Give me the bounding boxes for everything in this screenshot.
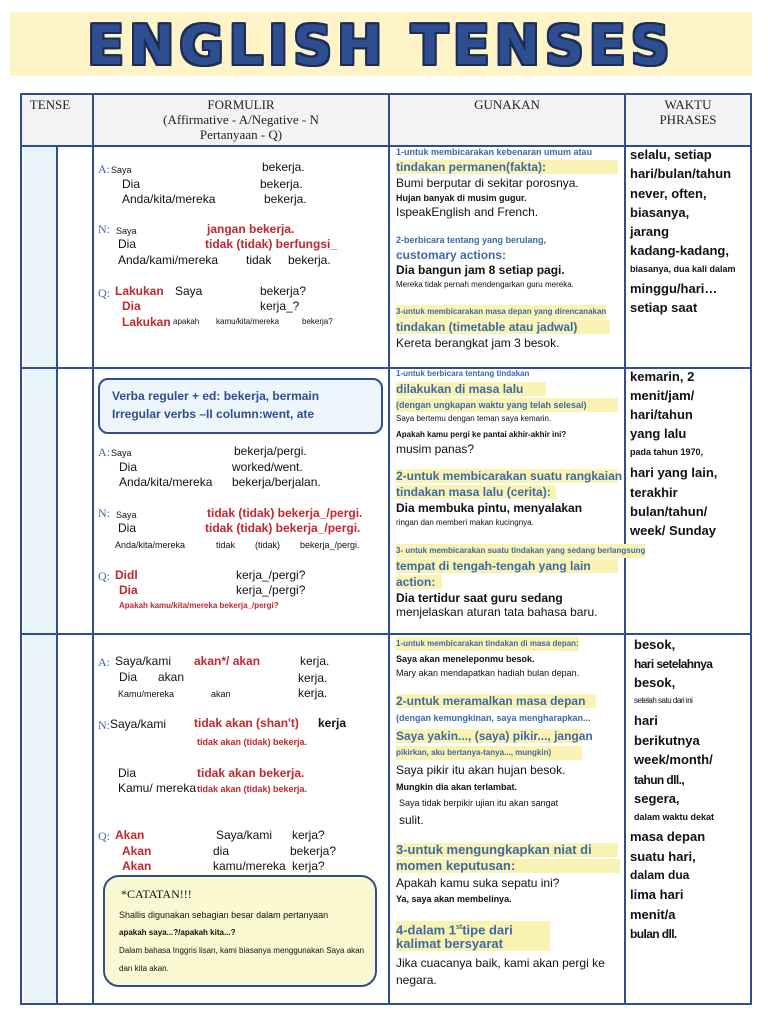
use-title: tindakan masa lalu (cerita): (396, 485, 556, 499)
time-phrase: week/ Sunday (630, 523, 716, 538)
time-phrase: berikutnya (634, 733, 700, 748)
formula-verb: kerja. (298, 671, 328, 685)
use-example: Jika cuacanya baik, kami akan pergi ke (396, 956, 605, 970)
use-example: sulit. (399, 813, 424, 827)
use-example: Bumi berputar di sekitar porosnya. (396, 176, 579, 190)
formula-subject: apakah (173, 317, 200, 326)
column-divider (56, 147, 58, 1003)
formula-subject: Dia (119, 460, 138, 474)
formula-aux: akan*/ akan (194, 654, 261, 668)
formula-aux: Dia (119, 583, 138, 597)
note-line: dan kita akan. (119, 964, 169, 973)
use-example: Dia membuka pintu, menyalakan (396, 501, 583, 515)
formula-verb: kerja (318, 716, 347, 730)
page-title: ENGLISH TENSES (87, 14, 675, 77)
formula-subject: Kamu/mereka (118, 689, 175, 699)
affirmative-label: A: (98, 655, 110, 669)
time-phrase: menit/a (630, 907, 676, 922)
formula-verb: tidak akan bekerja. (197, 766, 305, 780)
header-formulir-line: Pertanyaan - Q) (199, 127, 283, 142)
formula-verb: bekerja. (260, 177, 303, 191)
formula-aux: Lakukan (115, 284, 164, 298)
formula-subject: kamu/mereka (213, 859, 286, 873)
use-example: Dia bangun jam 8 setiap pagi. (396, 263, 565, 277)
use-example: Ya, saya akan membelinya. (396, 894, 512, 904)
time-phrase: jarang (630, 224, 670, 239)
formula-verb: bekerja/pergi. (234, 444, 307, 458)
time-phrase: tahun dll., (634, 773, 685, 787)
formula-subject: Anda/kita/mereka (119, 475, 213, 489)
use-title: customary actions: (396, 248, 507, 262)
time-phrase: yang lalu (630, 426, 687, 441)
formula-aux: tidak akan (shan't) (194, 716, 299, 730)
negative-label: N: (98, 718, 110, 732)
formula-neg: tidak (246, 253, 272, 267)
formula-verb: bekerja_/pergi. (300, 540, 360, 550)
use-example: Mereka tidak pernah mendengarkan guru mereka. (396, 280, 574, 289)
formula-subject: Saya/kami (115, 654, 172, 668)
formula-verb: kerja_/pergi? (236, 583, 306, 597)
use-title: 2-untuk meramalkan masa depan (396, 694, 596, 708)
formula-verb: bekerja? (302, 317, 333, 326)
note-title: *CATATAN!!! (121, 887, 192, 901)
formula-verb: kerja. (298, 686, 328, 700)
formula-verb: bekerja. (262, 160, 305, 174)
header-formulir-line: FORMULIR (207, 97, 275, 112)
formula-subject: Dia (119, 670, 138, 684)
column-divider (388, 95, 390, 1003)
use-title: momen keputusan: (396, 859, 620, 873)
use-title: tempat di tengah-tengah yang lain (396, 559, 618, 573)
use-example: Saya akan meneleponmu besok. (396, 654, 535, 664)
formula-aux: Didl (115, 568, 138, 582)
header-waktu (626, 97, 750, 127)
formula-subject: Saya (116, 510, 137, 520)
use-heading: 1-untuk berbicara tentang tindakan (396, 369, 530, 378)
question-label: Q: (98, 286, 110, 300)
time-phrase: week/month/ (634, 752, 713, 767)
use-title: action: (396, 575, 442, 589)
use-heading: 1-untuk membicarakan tindakan di masa depan: (396, 637, 579, 651)
formula-subject: Saya (111, 165, 132, 175)
note-line: apakah saya...?/apakah kita...? (119, 928, 236, 937)
time-phrase: hari yang lain, (630, 465, 718, 480)
formula-neg: (tidak) (255, 540, 281, 550)
use-example: Apakah kamu suka sepatu ini? (396, 876, 560, 890)
time-phrase: biasanya, (630, 205, 690, 220)
use-heading: 3-untuk membicarakan masa depan yang direncanakan (396, 305, 606, 319)
formula-verb: worked/went. (232, 460, 303, 474)
use-example: Mary akan mendapatkan hadiah bulan depan. (396, 668, 580, 678)
use-example: Dia tertidur saat guru sedang (396, 591, 563, 605)
time-phrase: besok, (634, 675, 676, 690)
formula-verb: tidak (tidak) bekerja_/pergi. (205, 521, 361, 535)
formula-subject: Saya (175, 284, 203, 298)
note-box (103, 875, 377, 987)
formula-verb: bekerja. (264, 192, 307, 206)
formula-verb: bekerja. (288, 253, 331, 267)
formula-verb: kerja_? (260, 299, 300, 313)
affirmative-label: A: (98, 162, 110, 176)
question-label: Q: (98, 829, 110, 843)
formula-question: Apakah kamu/kita/mereka bekerja_/pergi? (119, 601, 279, 610)
formula-subject: Saya (111, 448, 132, 458)
formula-subject: Dia (122, 177, 141, 191)
time-phrase: dalam dua (630, 868, 690, 882)
column-divider (92, 95, 94, 1003)
rule-line: Irregular verbs –II column:went, ate (112, 407, 315, 421)
time-phrase: kemarin, 2 (630, 369, 695, 384)
formula-verb: bekerja? (290, 844, 337, 858)
formula-verb: bekerja/berjalan. (232, 475, 321, 489)
formula-subject: Anda/kita/mereka (122, 192, 216, 206)
use-heading: 3- untuk membicarakan suatu tindakan yang sedang berlangsung (396, 544, 645, 558)
use-example: Hujan banyak di musim gugur. (396, 193, 527, 203)
time-phrase: hari setelahnya (634, 657, 713, 671)
time-phrase: hari/tahun (630, 407, 693, 422)
formula-verb: kerja_/pergi? (236, 568, 306, 582)
formula-subject: Dia (118, 766, 137, 780)
formula-negative: tidak akan (tidak) bekerja. (197, 737, 308, 747)
time-phrase: never, often, (630, 186, 707, 201)
header-waktu-line: WAKTU (664, 97, 712, 112)
time-phrase: menit/jam/ (630, 388, 695, 403)
formula-aux: akan (158, 670, 185, 684)
formula-subject: kamu/kita/mereka (216, 317, 280, 326)
use-title: kalimat bersyarat (396, 937, 550, 951)
time-phrase: terakhir (630, 485, 678, 500)
time-phrase: besok, (634, 637, 676, 652)
formula-aux: Lakukan (122, 315, 171, 329)
use-subtitle: (dengan kemungkinan, saya mengharapkan... (396, 713, 591, 723)
formula-verb: jangan bekerja. (207, 222, 295, 236)
formula-aux: akan (211, 689, 231, 699)
formula-subject: Saya/kami (216, 828, 273, 842)
formula-subject: Dia (118, 237, 137, 251)
time-phrase: masa depan (630, 829, 706, 844)
header-tense: TENSE (29, 97, 71, 112)
time-phrase: setiap saat (630, 300, 698, 315)
formula-subject: Saya (116, 226, 137, 236)
rule-line: Verba reguler + ed: bekerja, bermain (112, 389, 320, 403)
header-formulir-line: (Affirmative - A/Negative - N (163, 112, 319, 127)
use-heading: 2-berbicara tentang yang berulang, (396, 235, 547, 245)
formula-verb: tidak (tidak) berfungsi_ (205, 237, 338, 251)
time-phrase: hari (634, 713, 658, 728)
formula-aux: Akan (115, 828, 145, 842)
time-phrase: lima hari (630, 887, 684, 902)
formula-aux: Akan (122, 859, 152, 873)
formula-verb: kerja? (292, 859, 325, 873)
time-phrase: selalu, setiap (630, 147, 712, 162)
note-line: Dalam bahasa Inggris lisan, kami biasanya menggunakan Saya akan (119, 946, 365, 955)
affirmative-label: A: (98, 445, 110, 459)
use-example: Saya yakin..., (saya) pikir..., jangan (396, 729, 593, 743)
use-example: Apakah kamu pergi ke pantai akhir-akhir ini? (396, 430, 567, 439)
formula-aux: Akan (122, 844, 152, 858)
use-title-sup: st (455, 924, 463, 931)
use-title: tindakan permanen(fakta): (396, 160, 618, 174)
use-example: negara. (396, 973, 437, 987)
time-phrase: kadang-kadang, (630, 243, 729, 258)
time-phrase: setelah satu dari ini (634, 696, 693, 705)
use-example: Saya pikir itu akan hujan besok. (396, 763, 566, 777)
use-title-part: 4-dalam 1 (396, 922, 456, 938)
row-divider (22, 633, 750, 635)
use-title-part: tipe dari (462, 922, 513, 938)
formula-subject: Anda/kami/mereka (118, 253, 219, 267)
time-phrase: dalam waktu dekat (634, 812, 715, 822)
title-banner (10, 12, 752, 76)
header-gunakan: GUNAKAN (474, 97, 540, 112)
formula-subject: Dia (118, 521, 137, 535)
question-label: Q: (98, 569, 110, 583)
use-title (396, 921, 550, 937)
use-example: Saya tidak berpikir ujian itu akan sangat (399, 798, 559, 808)
formula-aux: Dia (122, 299, 141, 313)
formula-verb: kerja. (300, 654, 330, 668)
tense-column-shade (24, 147, 56, 1003)
use-example: musim panas? (396, 442, 475, 456)
time-phrase: segera, (634, 791, 680, 806)
header-formulir (94, 97, 388, 142)
use-title: tindakan (timetable atau jadwal) (396, 320, 610, 334)
formula-neg: tidak (216, 540, 236, 550)
header-waktu-line: PHRASES (659, 112, 717, 127)
use-title: 2-untuk membicarakan suatu rangkaian (396, 469, 623, 483)
negative-label: N: (98, 506, 110, 520)
time-phrase: pada tahun 1970, (630, 447, 704, 457)
formula-subject: Anda/kita/mereka (115, 540, 186, 550)
formula-verb: tidak akan (tidak) bekerja. (197, 784, 308, 794)
time-phrase: hari/bulan/tahun (630, 166, 732, 181)
use-example: Saya bertemu dengan teman saya kemarin. (396, 414, 552, 423)
rule-box (98, 378, 383, 434)
formula-verb: tidak (tidak) bekerja_/pergi. (207, 506, 363, 520)
negative-label: N: (98, 222, 110, 236)
use-title: 3-untuk mengungkapkan niat di (396, 843, 618, 857)
time-phrase: minggu/hari… (630, 281, 718, 296)
time-phrase: bulan/tahun/ (630, 504, 708, 519)
time-phrase: biasanya, dua kali dalam (630, 264, 736, 274)
formula-verb: kerja? (292, 828, 325, 842)
note-line: Shallis digunakan sebagian besar dalam pertanyaan (119, 910, 329, 920)
use-example: IspeakEnglish and French. (396, 205, 539, 219)
time-phrase: suatu hari, (630, 849, 696, 864)
use-example: Kereta berangkat jam 3 besok. (396, 336, 560, 350)
formula-subject: Kamu/ mereka (118, 781, 197, 795)
use-example: ringan dan memberi makan kucingnya. (396, 518, 534, 527)
use-example: menjelaskan aturan tata bahasa baru. (396, 605, 598, 619)
use-title: dilakukan di masa lalu (396, 382, 546, 396)
use-heading: 1-untuk membicarakan kebenaran umum atau (396, 147, 593, 157)
time-phrase: bulan dll. (630, 927, 677, 941)
formula-subject: Saya/kami (110, 717, 167, 731)
formula-verb: bekerja? (260, 284, 307, 298)
use-example: Mungkin dia akan terlambat. (396, 782, 518, 792)
use-example: pikirkan, aku bertanya-tanya..., mungkin) (396, 746, 582, 760)
formula-subject: dia (213, 844, 230, 858)
use-subtitle: (dengan ungkapan waktu yang telah selesai) (396, 398, 618, 412)
